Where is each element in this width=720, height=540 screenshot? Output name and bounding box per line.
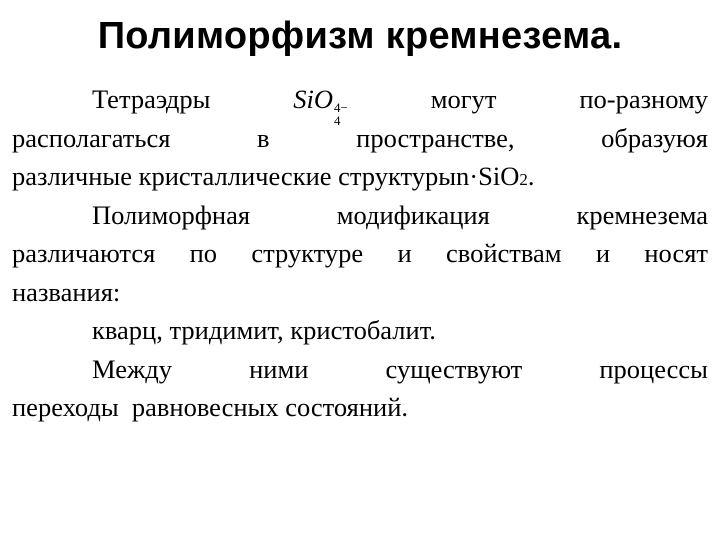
word: носят — [644, 238, 708, 268]
p2-line1 — [12, 196, 708, 235]
p2-line3 — [12, 273, 708, 312]
word: пространстве, — [356, 122, 515, 153]
word: структуре — [251, 238, 364, 268]
formula-subscript: 4 — [334, 113, 341, 128]
word: Тетраэдры — [92, 84, 211, 114]
word: в — [257, 122, 270, 153]
formula-indices — [334, 101, 348, 127]
line-text: различные кристаллические структурыn·SiO — [12, 161, 520, 191]
p3-line1 — [12, 311, 708, 350]
p1-line2 — [12, 119, 708, 158]
word: и — [595, 238, 611, 268]
subscript: 2 — [519, 170, 528, 189]
line-text: переходы равновесных состояний. — [12, 392, 408, 422]
word: свойствам — [446, 238, 562, 268]
line-text: названия: — [12, 276, 121, 307]
word: по-разному — [579, 84, 708, 114]
word: кремнезема — [576, 199, 708, 230]
word: и — [397, 238, 412, 268]
p4-line2 — [12, 388, 708, 427]
word: располагаться — [12, 122, 171, 153]
word: образуюя — [601, 122, 708, 153]
word: ними — [249, 353, 309, 384]
period: . — [527, 161, 535, 191]
silicate-formula — [293, 80, 348, 127]
word: Между — [92, 353, 173, 384]
word: различаются — [12, 238, 156, 268]
p1-line3 — [12, 157, 708, 196]
word: модификация — [336, 199, 490, 230]
line-text: кварц, тридимит, кристобалит. — [92, 315, 436, 345]
p1-line1 — [12, 80, 708, 128]
p4-line1 — [12, 350, 708, 389]
slide-title: Полиморфизм кремнезема. — [97, 15, 623, 57]
word: процессы — [599, 353, 708, 384]
p2-line2 — [12, 234, 708, 273]
formula-charge: 4− — [334, 100, 348, 115]
word: Полиморфная — [92, 199, 251, 230]
formula-base: SiO — [293, 84, 334, 114]
word: по — [189, 238, 218, 268]
word: существуют — [385, 353, 523, 384]
slide-body — [12, 80, 708, 427]
word: могут — [430, 84, 497, 114]
